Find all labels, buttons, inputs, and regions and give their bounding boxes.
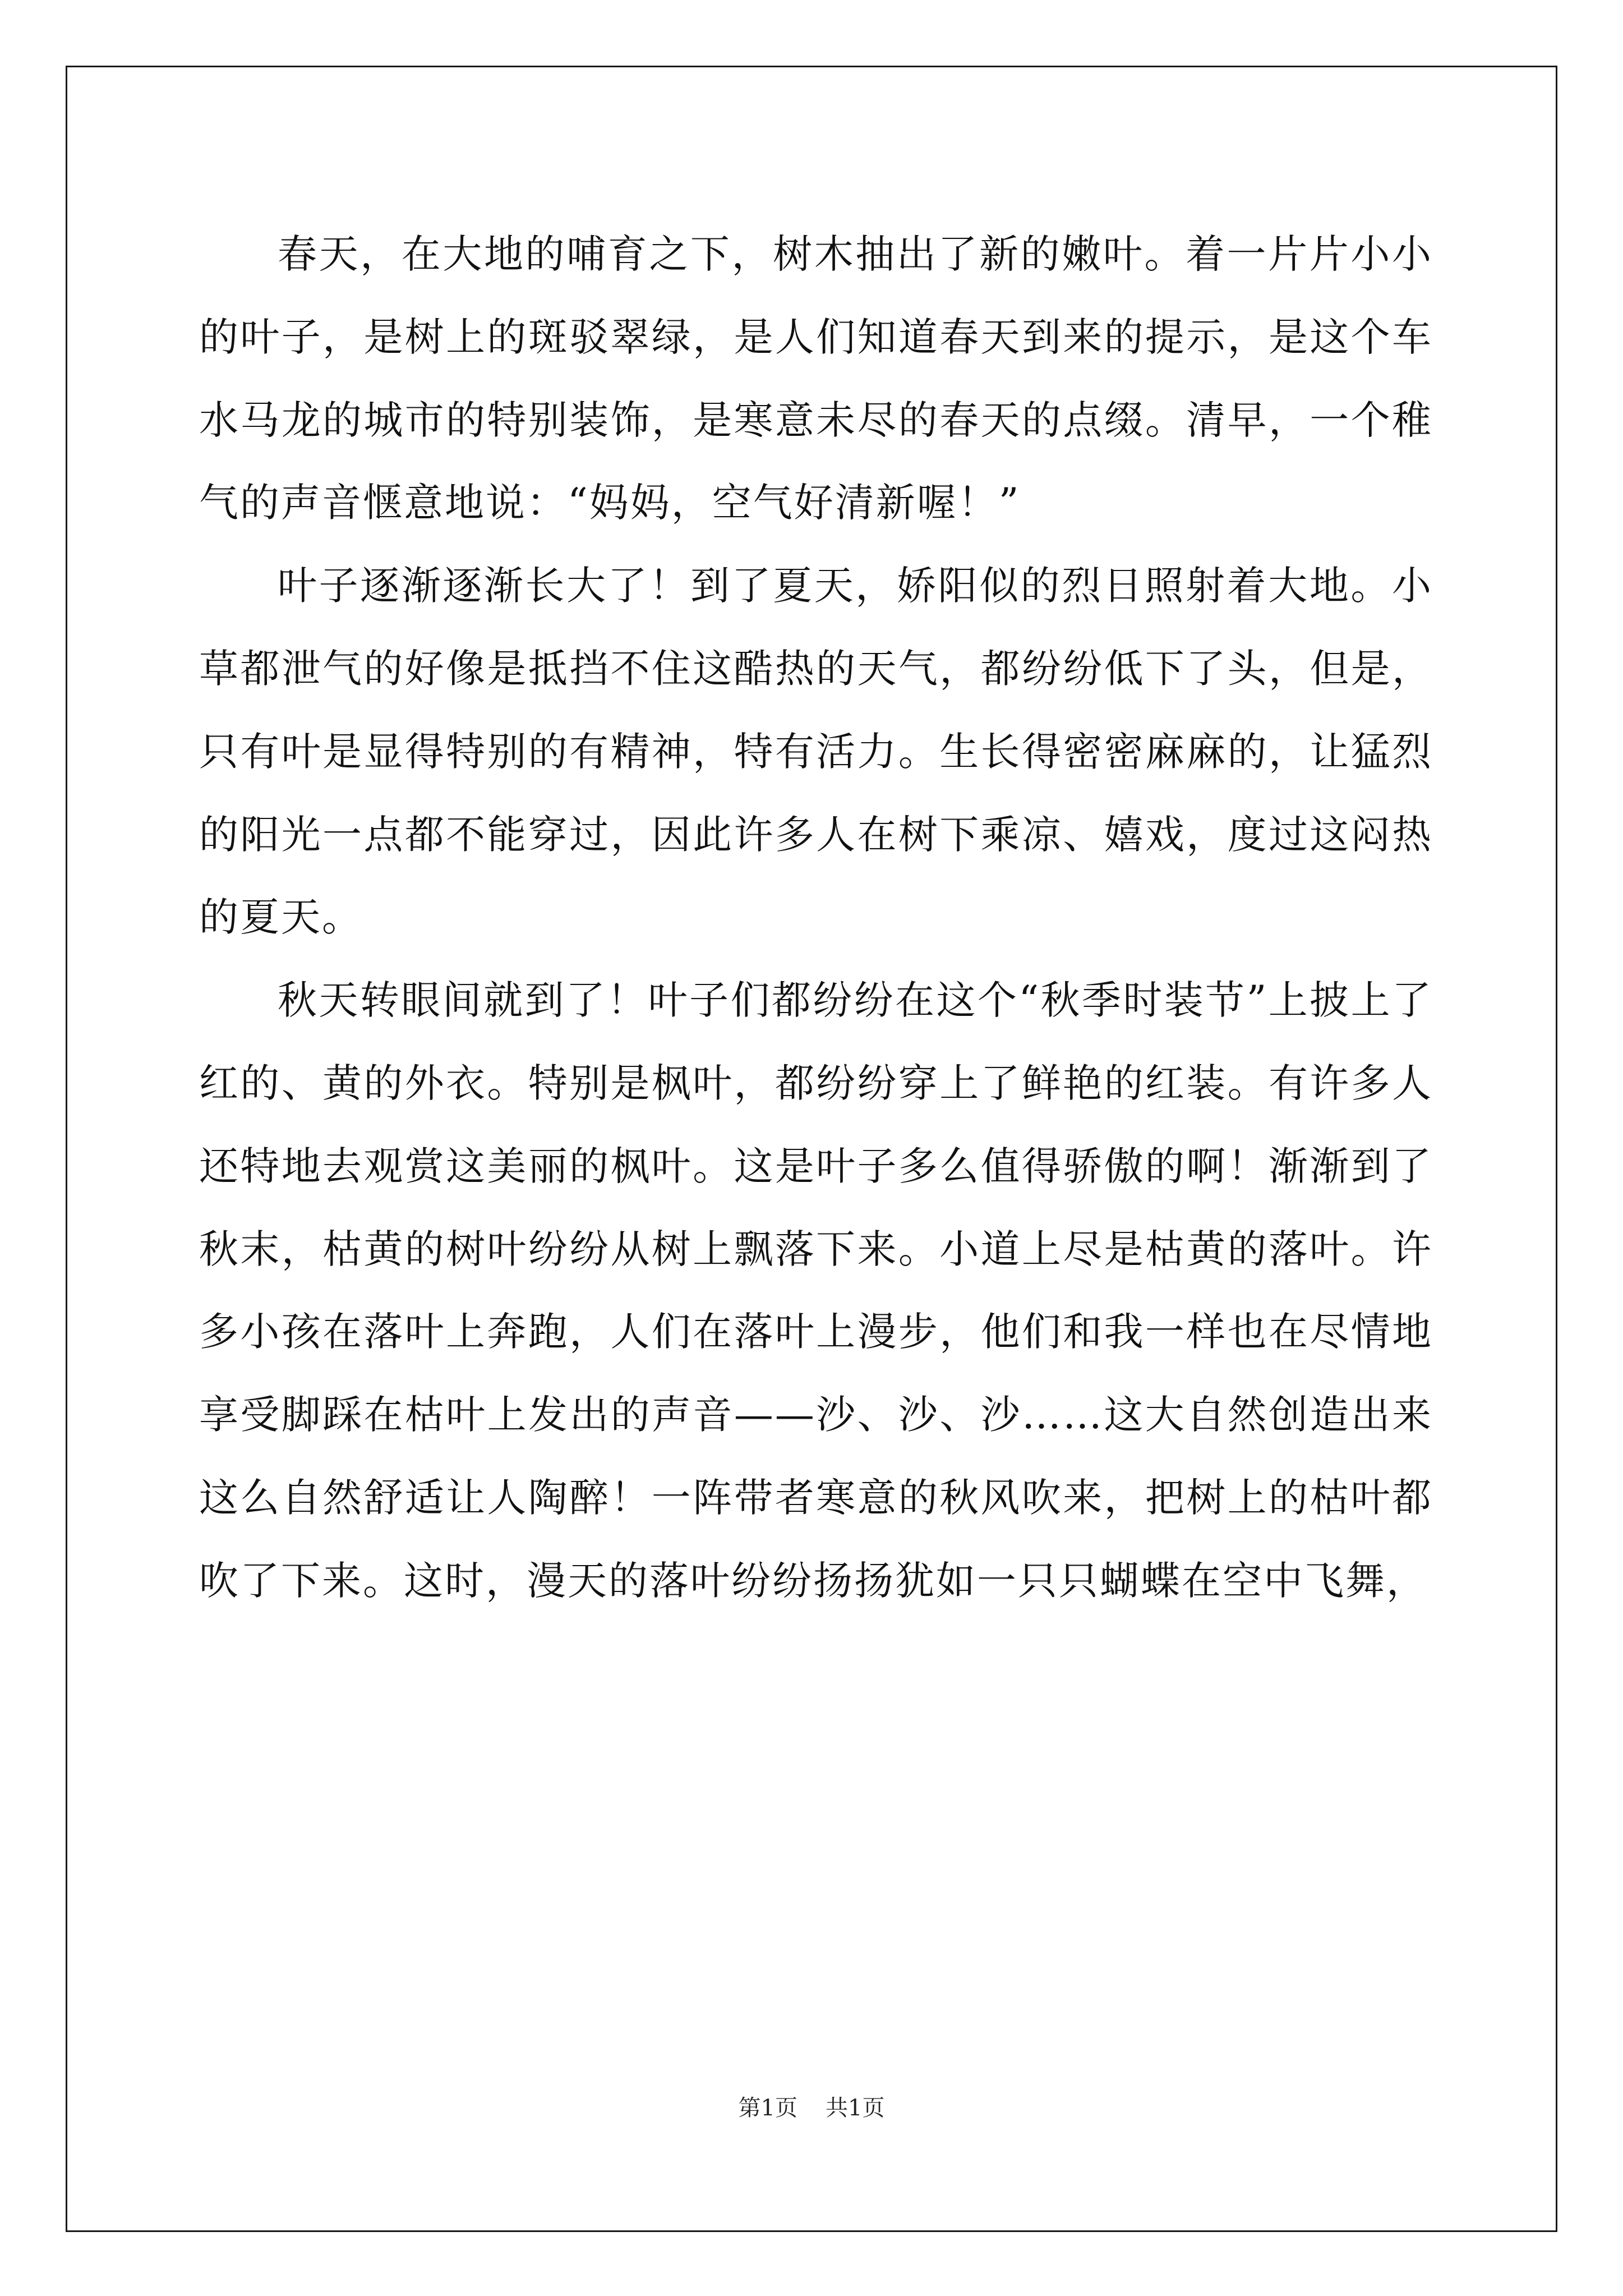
paragraph-autumn: 秋天转眼间就到了！叶子们都纷纷在这个“秋季时装节”上披上了红的、黄的外衣。特别是枫叶，都纷纷穿上了鲜艳的红装。有许多人还特地去观赏这美丽的枫叶。这是叶子多么值得骄傲的啊！渐渐到了秋末，枯黄的树叶纷纷从树上飘落下来。小道上尽是枯黄的落叶。许多小孩在落叶上奔跑，人们在落叶上漫步，他们和我一样也在尽情地享受脚踩在枯叶上发出的声音——沙、沙、沙……这大自然创造出来这么自然舒适让人陶醉！一阵带者寒意的秋风吹来，把树上的枯叶都吹了下来。这时，漫天的落叶纷纷扬扬犹如一只只蝴蝶在空中飞舞， xyxy=(199,977,1433,1604)
paragraph-summer: 叶子逐渐逐渐长大了！到了夏天，娇阳似的烈日照射着大地。小草都泄气的好像是抵挡不住这酷热的天气，都纷纷低下了头，但是，只有叶是显得特别的有精神，特有活力。生长得密密麻麻的，让猛烈的阳光一点都不能穿过，因此许多人在树下乘凉、嬉戏，度过这闷热的夏天。 xyxy=(199,563,1433,941)
page-number: 第1页 xyxy=(738,2095,797,2121)
page-total: 共1页 xyxy=(826,2095,885,2121)
page-footer xyxy=(0,2094,1623,2122)
paragraph-spring: 春天，在大地的哺育之下，树木抽出了新的嫩叶。着一片片小小的叶子，是树上的斑驳翠绿，是人们知道春天到来的提示，是这个车水马龙的城市的特别装饰，是寒意未尽的春天的点缀。清早，一个稚气的声音惬意地说：“妈妈，空气好清新喔！” xyxy=(199,231,1433,526)
document-body xyxy=(199,213,1433,1623)
